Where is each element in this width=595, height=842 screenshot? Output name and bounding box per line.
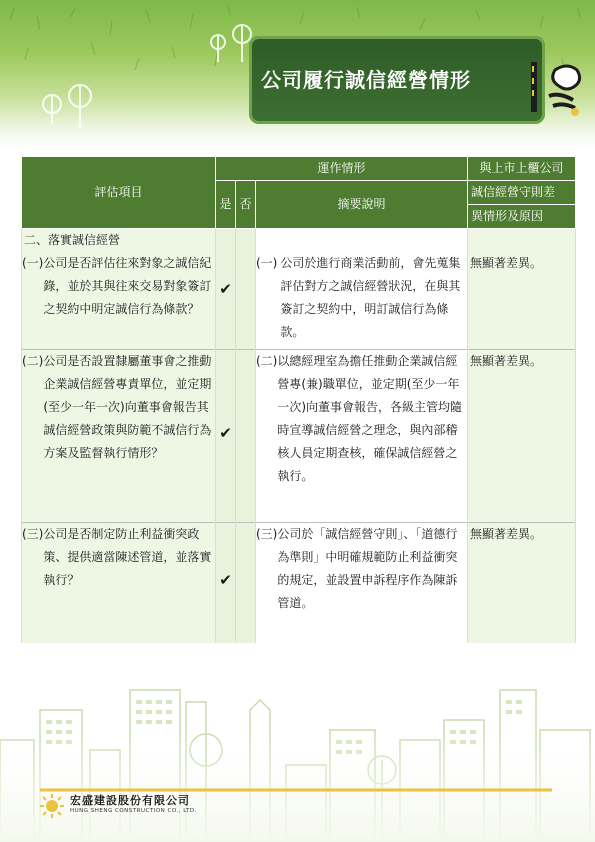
title-banner	[249, 36, 545, 124]
company-emblem-icon	[38, 792, 66, 820]
table-row	[22, 523, 576, 644]
summary-text: 公司於「誠信經營守則」、「道德行為準則」中明確規範防止利益衝突的規定，並設置申訴程序作為陳訴管道。	[277, 527, 458, 610]
company-name-cn: 宏盛建設股份有限公司	[70, 794, 190, 807]
page-title: 公司履行誠信經營情形	[261, 68, 471, 92]
col-header-difference-1: 與上市上櫃公司	[468, 157, 576, 181]
difference-text: 無顯著差異。	[470, 527, 543, 541]
question-prefix: (三)	[22, 527, 44, 541]
col-header-summary: 摘要說明	[256, 181, 468, 229]
check-icon: ✔	[219, 424, 232, 442]
col-header-difference-3: 異情形及原因	[468, 205, 576, 229]
company-name-en: HUNG SHENG CONSTRUCTION CO., LTD.	[70, 808, 197, 814]
question-text: 公司是否設置隸屬董事會之推動企業誠信經營專責單位，並定期(至少一年一次)向董事會報告其誠信經營政策與防範不誠信行為方案及監督執行情形？	[43, 354, 212, 460]
question-prefix: (一)	[22, 256, 44, 270]
question-text: 公司是否評估往來對象之誠信紀錄，並於其與往來交易對象簽訂之契約中明定誠信行為條款？	[43, 256, 212, 316]
question-text: 公司是否制定防止利益衝突政策、提供適當陳述管道，並落實執行？	[43, 527, 212, 587]
decorative-tree-icon	[531, 56, 591, 120]
summary-prefix: (二)	[256, 354, 278, 368]
col-header-difference-2: 誠信經營守則差	[468, 181, 576, 205]
integrity-table	[21, 156, 576, 643]
city-skyline-decoration	[0, 670, 595, 842]
col-header-operation: 運作情形	[216, 157, 468, 181]
col-header-item: 評估項目	[22, 157, 216, 229]
col-header-yes: 是	[216, 181, 236, 229]
col-header-no: 否	[236, 181, 256, 229]
summary-text: 公司於進行商業活動前，會先蒐集評估對方之誠信經營狀況，在與其簽訂之契約中，明訂誠信行為條款。	[280, 256, 461, 339]
summary-text: 以總經理室為擔任推動企業誠信經營專(兼)職單位，並定期(至少一年一次)向董事會報告，各級主管均隨時宣導誠信經營之理念，與內部稽核人員定期查核，確保誠信經營之執行。	[277, 354, 463, 483]
company-logo	[38, 792, 197, 824]
table-row	[22, 350, 576, 523]
difference-text: 無顯著差異。	[470, 354, 543, 368]
summary-prefix: (三)	[256, 527, 278, 541]
section-title: 二、落實誠信經營	[24, 233, 121, 247]
difference-text: 無顯著差異。	[470, 256, 543, 270]
check-icon: ✔	[219, 280, 232, 298]
check-icon: ✔	[219, 571, 232, 589]
question-prefix: (二)	[22, 354, 44, 368]
table-row	[22, 229, 576, 350]
summary-prefix: (一)	[256, 256, 278, 270]
